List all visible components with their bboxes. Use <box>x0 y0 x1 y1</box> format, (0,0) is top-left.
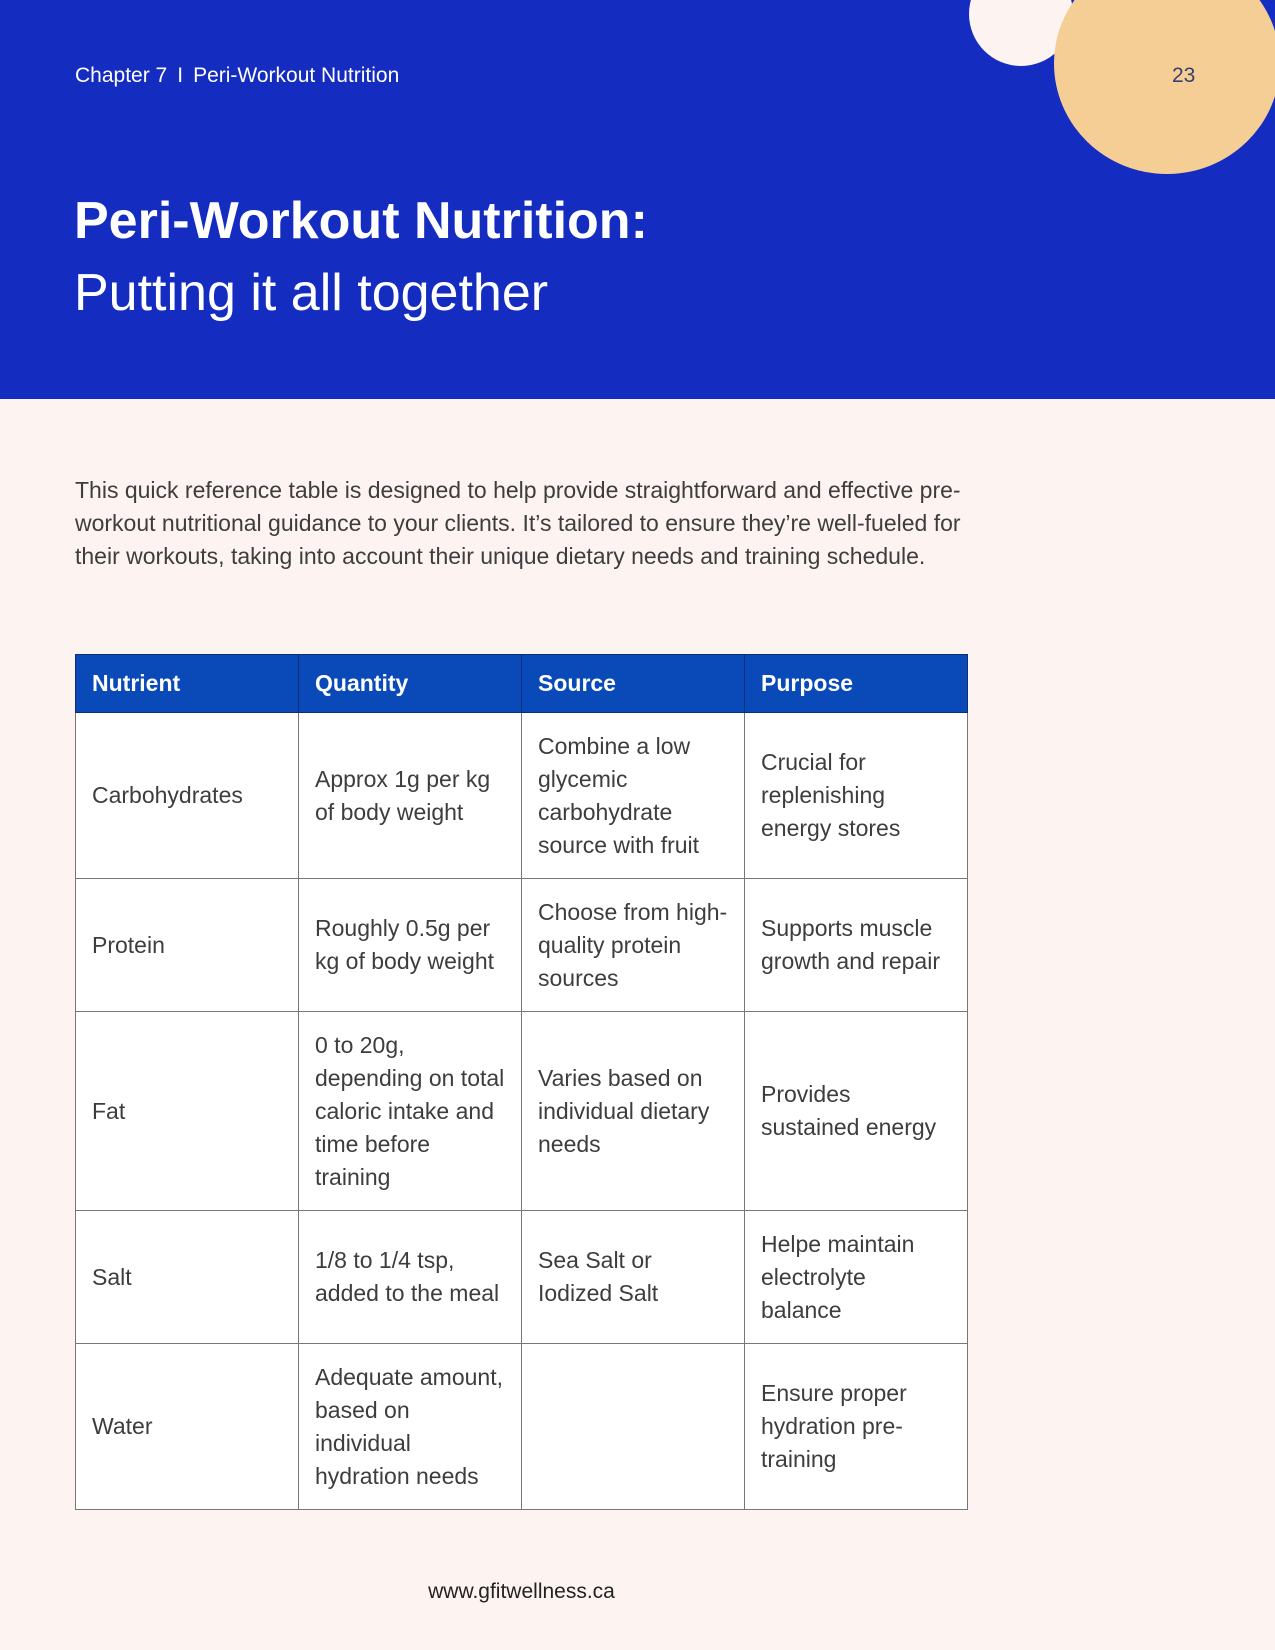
cell-nutrient: Protein <box>76 879 299 1012</box>
header-purpose: Purpose <box>745 655 968 713</box>
table-row <box>76 879 968 1012</box>
table-header-row <box>76 655 968 713</box>
cell-source: Combine a low glycemic carbohydrate source with fruit <box>522 713 745 879</box>
table-row <box>76 1211 968 1344</box>
table-row <box>76 1344 968 1510</box>
header-nutrient: Nutrient <box>76 655 299 713</box>
cell-quantity: Roughly 0.5g per kg of body weight <box>299 879 522 1012</box>
cell-quantity: 1/8 to 1/4 tsp, added to the meal <box>299 1211 522 1344</box>
footer-url: www.gfitwellness.ca <box>428 1580 615 1603</box>
cell-nutrient: Water <box>76 1344 299 1510</box>
table-row <box>76 1012 968 1211</box>
cell-quantity: Approx 1g per kg of body weight <box>299 713 522 879</box>
header-source: Source <box>522 655 745 713</box>
cell-purpose: Ensure proper hydration pre-training <box>745 1344 968 1510</box>
cell-source: Varies based on individual dietary needs <box>522 1012 745 1211</box>
cell-quantity: 0 to 20g, depending on total caloric intake and time before training <box>299 1012 522 1211</box>
header-band <box>0 0 1275 399</box>
cell-purpose: Supports muscle growth and repair <box>745 879 968 1012</box>
header-quantity: Quantity <box>299 655 522 713</box>
page-title: Peri-Workout Nutrition: <box>74 192 648 250</box>
chapter-breadcrumb <box>75 64 399 88</box>
cell-purpose: Crucial for replenishing energy stores <box>745 713 968 879</box>
intro-paragraph: This quick reference table is designed to help provide straightforward and effective pre-workout nutritional guidance to your clients. It’s tailored to ensure they’re well-fueled for their workouts, taking into account their unique dietary needs and training schedule. <box>75 477 961 569</box>
chapter-label: Chapter 7 <box>75 64 168 87</box>
cell-source: Choose from high-quality protein sources <box>522 879 745 1012</box>
cell-purpose: Provides sustained energy <box>745 1012 968 1211</box>
table-row <box>76 713 968 879</box>
cell-purpose: Helpe maintain electrolyte balance <box>745 1211 968 1344</box>
chapter-name: Peri-Workout Nutrition <box>193 64 400 87</box>
page-number: 23 <box>1172 64 1196 87</box>
cell-quantity: Adequate amount, based on individual hydration needs <box>299 1344 522 1510</box>
cell-source <box>522 1344 745 1510</box>
cell-source: Sea Salt or Iodized Salt <box>522 1211 745 1344</box>
cell-nutrient: Fat <box>76 1012 299 1211</box>
nutrition-table <box>75 654 968 1510</box>
cell-nutrient: Carbohydrates <box>76 713 299 879</box>
decorative-circle-large <box>1054 0 1275 174</box>
cell-nutrient: Salt <box>76 1211 299 1344</box>
page-subtitle: Putting it all together <box>74 264 549 322</box>
breadcrumb-separator: I <box>177 64 184 87</box>
